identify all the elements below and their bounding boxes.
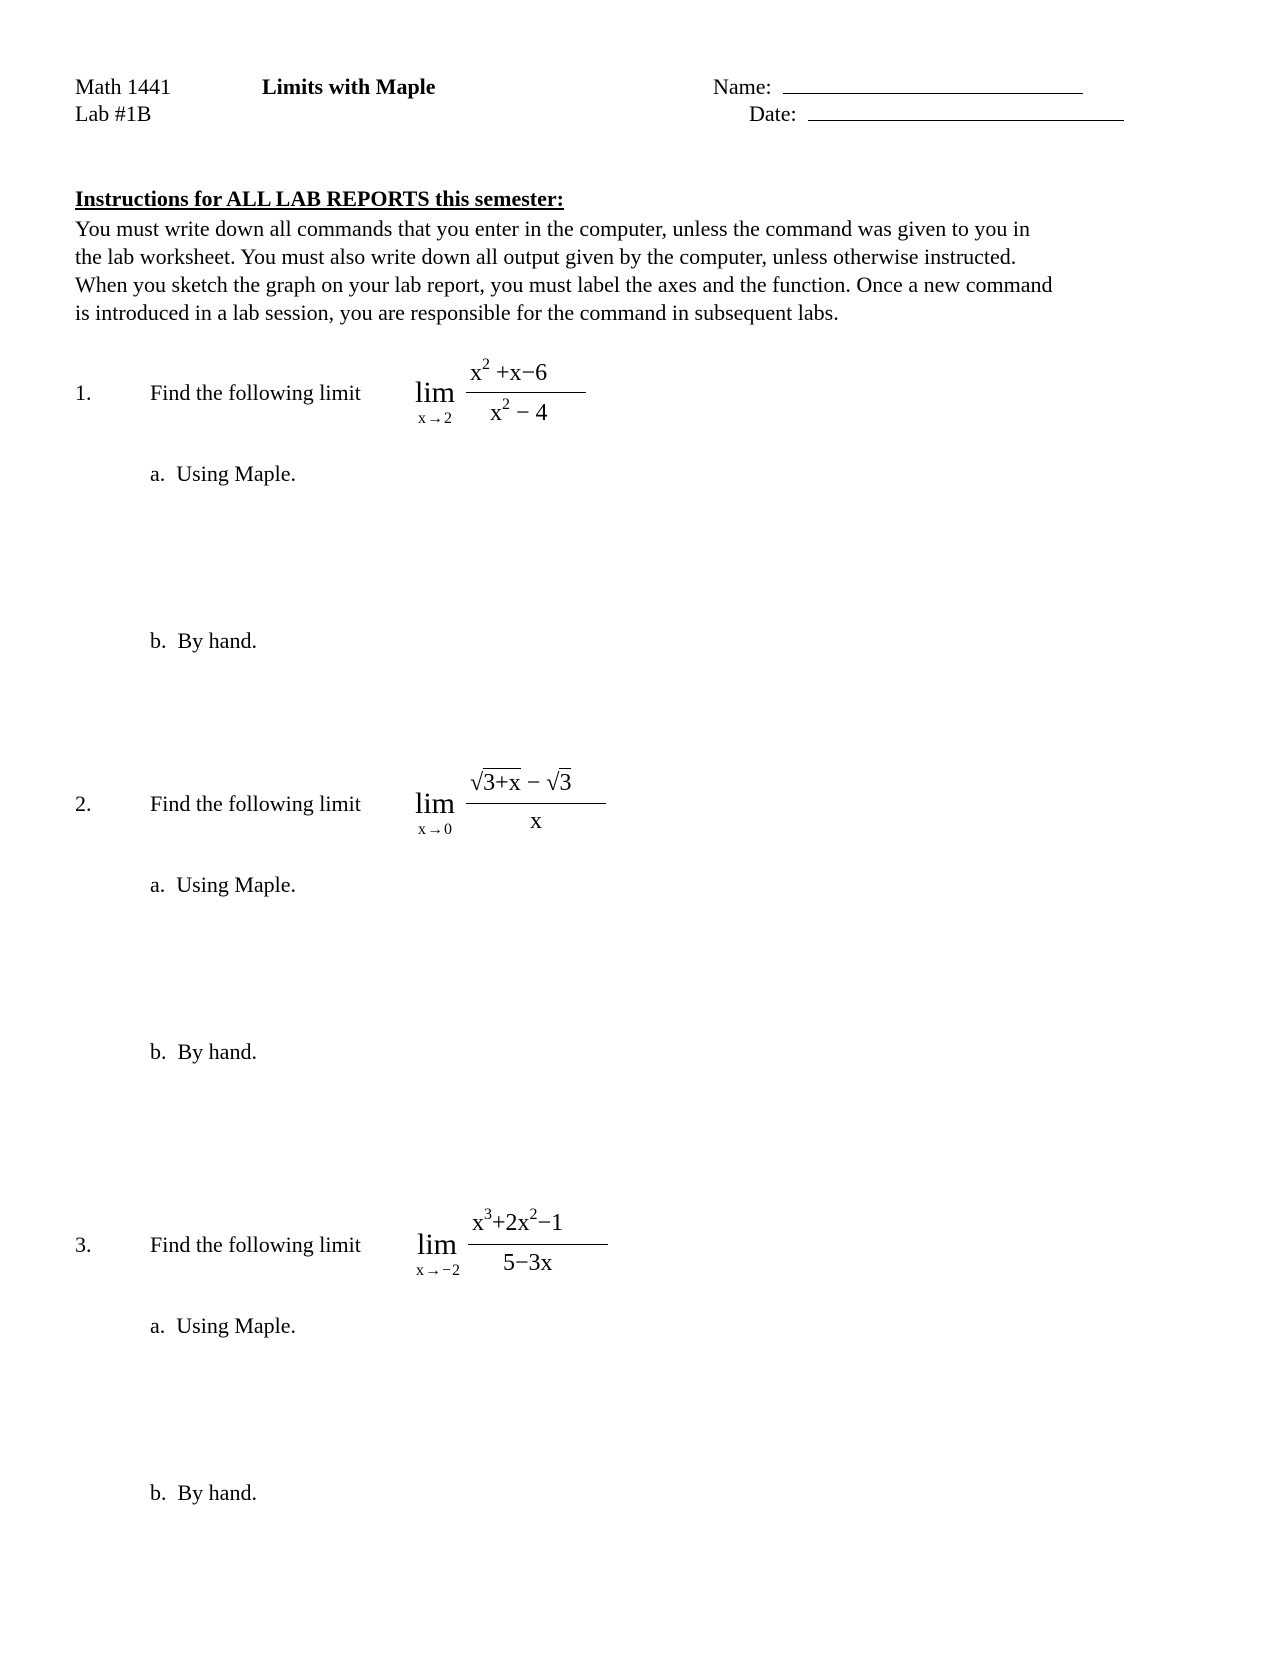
- question-3-denominator: [503, 1250, 553, 1277]
- numerator-minus: −: [526, 770, 541, 796]
- question-1-number: 1.: [75, 380, 92, 405]
- question-2-numerator: [470, 770, 571, 797]
- date-label: Date:: [749, 101, 797, 126]
- question-3-part-a: [150, 1313, 296, 1339]
- part-text: By hand.: [177, 1039, 257, 1064]
- question-1-numerator: [470, 356, 548, 387]
- part-letter: b.: [150, 1480, 167, 1505]
- numerator-rest: −1: [537, 1210, 564, 1236]
- question-3-fraction-bar: [468, 1244, 608, 1245]
- question-1-part-b: [150, 628, 257, 654]
- instructions-line: is introduced in a lab session, you are responsible for the command in subsequent labs.: [75, 300, 839, 325]
- sqrt-radicand: 3: [559, 770, 572, 796]
- denominator-base: x: [530, 808, 542, 834]
- question-3-part-b: [150, 1480, 257, 1506]
- denominator-base: 5−3x: [503, 1250, 553, 1276]
- part-text: By hand.: [177, 628, 257, 653]
- part-letter: a.: [150, 461, 166, 486]
- question-2-number: 2.: [75, 791, 92, 816]
- question-3-number: 3.: [75, 1232, 92, 1257]
- lab-label: Lab #1B: [75, 101, 152, 126]
- question-1-lim: lim: [415, 376, 456, 409]
- instructions-body: [75, 215, 1235, 327]
- question-3-lim: lim: [417, 1228, 458, 1261]
- sqrt-radicand: 3+x: [483, 770, 521, 796]
- question-1-approach: x→2: [418, 410, 453, 427]
- course-label: Math 1441: [75, 74, 171, 99]
- question-3-prompt: Find the following limit: [150, 1232, 361, 1257]
- instructions-line: the lab worksheet. You must also write down all output given by the computer, unless otherwise instructed.: [75, 244, 1017, 269]
- part-text: Using Maple.: [176, 872, 297, 897]
- name-input-line[interactable]: [783, 75, 1083, 94]
- date-input-line[interactable]: [808, 102, 1124, 121]
- question-1-fraction-bar: [466, 392, 586, 393]
- instructions-line: When you sketch the graph on your lab report, you must label the axes and the function. Once a new command: [75, 272, 1053, 297]
- document-title: Limits with Maple: [262, 74, 436, 99]
- question-1-prompt: Find the following limit: [150, 380, 361, 405]
- sqrt-symbol: √: [470, 770, 484, 796]
- name-field-row: [713, 74, 1083, 100]
- question-1-part-a: [150, 461, 296, 487]
- numerator-base: x: [470, 360, 482, 386]
- part-letter: a.: [150, 872, 166, 897]
- sqrt-symbol: √: [546, 770, 560, 796]
- numerator-exponent: 2: [482, 356, 490, 373]
- part-text: By hand.: [177, 1480, 257, 1505]
- instructions-title: Instructions for ALL LAB REPORTS this semester:: [75, 186, 564, 211]
- question-2-part-a: [150, 872, 296, 898]
- question-3-numerator: [472, 1206, 564, 1237]
- instructions-line: You must write down all commands that you enter in the computer, unless the command was given to you in: [75, 216, 1030, 241]
- part-text: Using Maple.: [176, 1313, 297, 1338]
- numerator-rest: +x−6: [496, 360, 548, 386]
- question-2-prompt: Find the following limit: [150, 791, 361, 816]
- part-text: Using Maple.: [176, 461, 297, 486]
- question-2-approach: x→0: [418, 821, 453, 838]
- part-letter: b.: [150, 1039, 167, 1064]
- question-2-denominator: [530, 808, 542, 835]
- denominator-exponent: 2: [502, 396, 510, 413]
- question-2-lim: lim: [415, 787, 456, 820]
- part-letter: b.: [150, 628, 167, 653]
- name-label: Name:: [713, 74, 772, 99]
- numerator-exponent: 3: [484, 1206, 492, 1223]
- date-field-row: [749, 101, 1124, 127]
- question-1-denominator: [490, 396, 548, 427]
- question-2-fraction-bar: [466, 803, 606, 804]
- numerator-term: +2x: [492, 1210, 530, 1236]
- part-letter: a.: [150, 1313, 166, 1338]
- question-2-part-b: [150, 1039, 257, 1065]
- numerator-base: x: [472, 1210, 484, 1236]
- denominator-rest: − 4: [516, 400, 548, 426]
- numerator-exponent: 2: [529, 1206, 538, 1223]
- question-3-approach: x→−2: [416, 1262, 462, 1279]
- denominator-base: x: [490, 400, 502, 426]
